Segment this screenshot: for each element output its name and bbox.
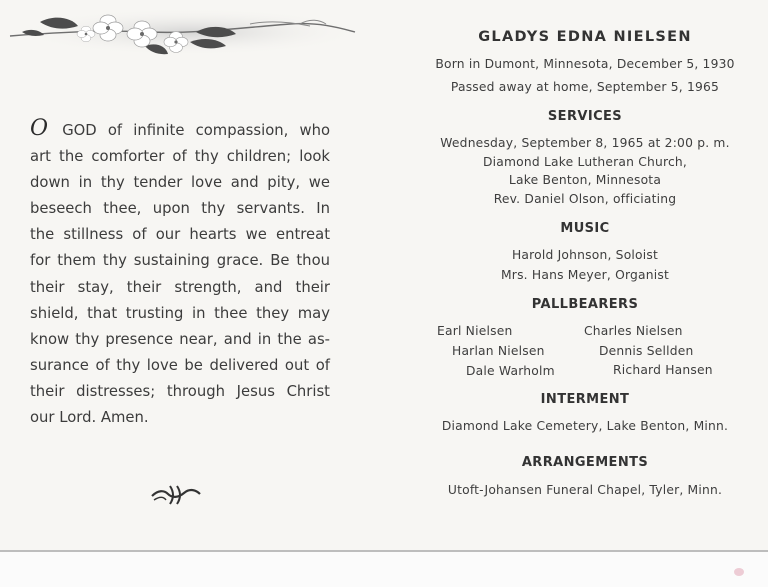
services-officiant: Rev. Daniel Olson, officiating bbox=[493, 192, 677, 206]
prayer-line: surance of thy love be delivered out of bbox=[30, 356, 330, 374]
birth-info: Born in Dumont, Minnesota, December 5, 1930 bbox=[435, 57, 735, 71]
arrangements-heading: ARRANGEMENTS bbox=[521, 455, 649, 470]
scan-background bbox=[0, 552, 768, 587]
death-info: Passed away at home, September 5, 1965 bbox=[450, 80, 720, 94]
music-organist: Mrs. Hans Meyer, Organist bbox=[501, 268, 669, 282]
services-date: Wednesday, September 8, 1965 at 2:00 p. m. bbox=[440, 136, 730, 150]
pallbearers-heading: PALLBEARERS bbox=[531, 297, 639, 312]
deceased-name: GLADYS EDNA NIELSEN bbox=[478, 29, 692, 45]
prayer-line: know thy presence near, and in the as- bbox=[30, 330, 330, 348]
prayer-line: shield, that trusting in thee they may bbox=[30, 304, 330, 322]
services-place: Lake Benton, Minnesota bbox=[508, 173, 662, 187]
prayer-line: O GOD of infinite compassion, who bbox=[30, 116, 330, 141]
prayer-line: art the comforter of thy children; look bbox=[30, 148, 330, 166]
prayer-text bbox=[30, 118, 330, 431]
prayer-dropcap: O bbox=[30, 116, 49, 141]
pallbearer-name: Earl Nielsen bbox=[437, 324, 513, 338]
stain-mark bbox=[734, 568, 744, 576]
pallbearer-name: Richard Hansen bbox=[613, 363, 713, 377]
prayer-line: for them thy sustaining grace. Be thou bbox=[30, 252, 330, 270]
pallbearer-name: Dennis Sellden bbox=[599, 344, 694, 358]
scroll-ornament-icon bbox=[150, 482, 202, 506]
prayer-line: their stay, their strength, and their bbox=[30, 278, 330, 296]
music-soloist: Harold Johnson, Soloist bbox=[511, 248, 658, 262]
prayer-line: the stillness of our hearts we entreat bbox=[30, 226, 330, 244]
prayer-line: down in thy tender love and pity, we bbox=[30, 174, 330, 192]
services-heading: SERVICES bbox=[547, 109, 623, 124]
floral-branch-illustration bbox=[0, 2, 360, 62]
pallbearer-name: Dale Warholm bbox=[466, 364, 555, 378]
interment-heading: INTERMENT bbox=[540, 392, 630, 407]
interment-place: Diamond Lake Cemetery, Lake Benton, Minn. bbox=[441, 419, 729, 433]
prayer-line: their distresses; through Jesus Christ bbox=[30, 382, 330, 400]
services-church: Diamond Lake Lutheran Church, bbox=[482, 155, 688, 169]
prayer-line: our Lord. Amen. bbox=[30, 409, 149, 427]
arrangements-chapel: Utoft-Johansen Funeral Chapel, Tyler, Minn. bbox=[447, 483, 723, 497]
pallbearer-name: Harlan Nielsen bbox=[452, 344, 545, 358]
music-heading: MUSIC bbox=[560, 221, 610, 236]
prayer-line: beseech thee, upon thy servants. In bbox=[30, 200, 330, 218]
pallbearer-name: Charles Nielsen bbox=[584, 324, 683, 338]
